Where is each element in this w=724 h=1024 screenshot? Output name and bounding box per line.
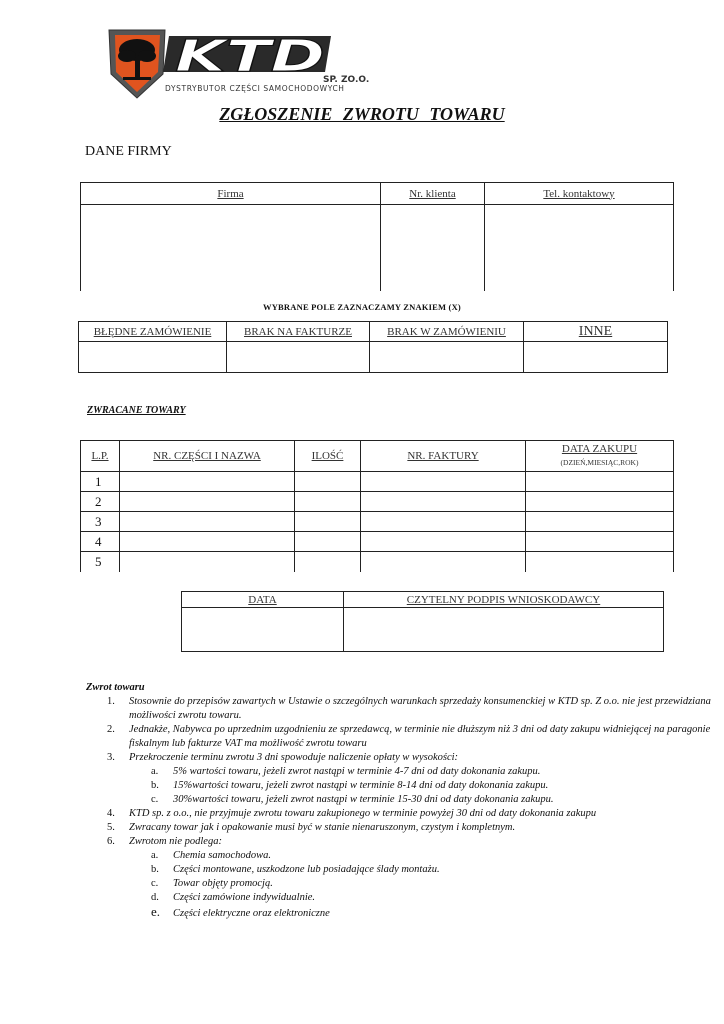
terms-exclusion-item: e. Części elektryczne oraz elektroniczne <box>151 904 330 919</box>
goods-part-field[interactable] <box>120 552 295 572</box>
goods-qty-field[interactable] <box>295 552 361 572</box>
logo-tagline: DYSTRYBUTOR CZĘŚCI SAMOCHODOWYCH <box>165 84 345 93</box>
goods-part-field[interactable] <box>120 512 295 532</box>
goods-header-date: DATA ZAKUPU (DZIEŃ,MIESIĄC,ROK) <box>526 441 674 472</box>
company-header-client-nr: Nr. klienta <box>381 183 485 205</box>
company-table <box>80 182 674 291</box>
goods-qty-field[interactable] <box>295 492 361 512</box>
signature-date-field[interactable] <box>182 608 344 652</box>
page-title: ZGŁOSZENIE ZWROTU TOWARU <box>219 104 505 124</box>
terms-item: 5. Zwracany towar jak i opakowanie musi być w stanie nienaruszonym, czystym i kompletnym. <box>107 822 516 833</box>
goods-date-field[interactable] <box>526 512 674 532</box>
goods-date-field[interactable] <box>526 492 674 512</box>
company-header-firma: Firma <box>81 183 381 205</box>
goods-invoice-field[interactable] <box>361 532 526 552</box>
terms-item: 4. KTD sp. z o.o., nie przyjmuje zwrotu towaru zakupionego w terminie powyżej 30 dni od daty dokonania zakupu <box>107 808 597 819</box>
terms-item: 2. Jednakże, Nabywca po uprzednim uzgodnieniu ze sprzedawcą, w terminie nie dłuższym niż 3 dni od daty zakupu widniejącej na paragonie fiskalnym lub fakturze VAT ma możliwość zwrotu towaru <box>107 724 711 749</box>
client-nr-field[interactable] <box>381 205 485 291</box>
goods-date-field[interactable] <box>526 552 674 572</box>
goods-qty-field[interactable] <box>295 532 361 552</box>
logo-brand: KTD <box>175 31 325 82</box>
terms-item: 1. Stosownie do przepisów zawartych w Ustawie o szczególnych warunkach sprzedaży konsumenckiej w KTD sp. Z o.o. nie jest przewidziana możliwości zwrotu towaru. <box>107 696 711 721</box>
reason-other: INNE <box>524 322 668 342</box>
terms-item: 3. Przekroczenie terminu zwrotu 3 dni spowoduje naliczenie opłaty w wysokości: <box>107 752 459 763</box>
signature-table <box>181 591 664 652</box>
company-header-phone: Tel. kontaktowy <box>485 183 674 205</box>
goods-qty-field[interactable] <box>295 472 361 492</box>
ktd-logo <box>103 28 393 100</box>
terms-fee-item: a. 5% wartości towaru, jeżeli zwrot nastąpi w terminie 4-7 dni od daty dokonania zakupu. <box>151 766 541 777</box>
logo-suffix: SP. ZO.O. <box>323 75 370 85</box>
terms-exclusion-item: a. Chemia samochodowa. <box>151 850 271 861</box>
reason-missing-order-checkbox[interactable] <box>370 342 524 373</box>
return-terms <box>86 681 716 921</box>
selection-note: WYBRANE POLE ZAZNACZAMY ZNAKIEM (X) <box>263 302 461 312</box>
reason-other-checkbox[interactable] <box>524 342 668 373</box>
goods-header-lp: L.P. <box>81 441 120 472</box>
signature-header-sign: CZYTELNY PODPIS WNIOSKODAWCY <box>344 592 664 608</box>
goods-row-number: 3 <box>81 512 120 532</box>
goods-part-field[interactable] <box>120 532 295 552</box>
goods-qty-field[interactable] <box>295 512 361 532</box>
goods-part-field[interactable] <box>120 472 295 492</box>
goods-invoice-field[interactable] <box>361 552 526 572</box>
goods-header-part: NR. CZĘŚCI I NAZWA <box>120 441 295 472</box>
company-name-field[interactable] <box>81 205 381 291</box>
goods-header-qty: ILOŚĆ <box>295 441 361 472</box>
terms-fee-item: b. 15%wartości towaru, jeżeli zwrot nastąpi w terminie 8-14 dni od daty dokonania zakupu. <box>151 780 549 791</box>
company-section-label: DANE FIRMY <box>85 144 172 159</box>
signature-sign-field[interactable] <box>344 608 664 652</box>
returned-goods-table <box>80 440 674 572</box>
reasons-table <box>78 321 668 373</box>
reason-wrong-order: BŁĘDNE ZAMÓWIENIE <box>79 322 227 342</box>
terms-item: 6. Zwrotom nie podlega: <box>107 836 222 847</box>
goods-date-field[interactable] <box>526 472 674 492</box>
phone-field[interactable] <box>485 205 674 291</box>
reason-wrong-order-checkbox[interactable] <box>79 342 227 373</box>
terms-heading: Zwrot towaru <box>86 682 145 693</box>
terms-exclusion-item: b. Części montowane, uszkodzone lub posiadające ślady montażu. <box>151 864 440 875</box>
goods-row-number: 4 <box>81 532 120 552</box>
terms-exclusion-item: d. Części zamówione indywidualnie. <box>151 892 316 903</box>
goods-invoice-field[interactable] <box>361 492 526 512</box>
reason-missing-order: BRAK W ZAMÓWIENIU <box>370 322 524 342</box>
reason-missing-invoice: BRAK NA FAKTURZE <box>227 322 370 342</box>
goods-header-invoice: NR. FAKTURY <box>361 441 526 472</box>
returned-goods-label: ZWRACANE TOWARY <box>87 405 186 416</box>
goods-row-number: 5 <box>81 552 120 572</box>
goods-row-number: 1 <box>81 472 120 492</box>
goods-date-field[interactable] <box>526 532 674 552</box>
goods-invoice-field[interactable] <box>361 472 526 492</box>
signature-header-date: DATA <box>182 592 344 608</box>
goods-row-number: 2 <box>81 492 120 512</box>
reason-missing-invoice-checkbox[interactable] <box>227 342 370 373</box>
terms-fee-item: c. 30%wartości towaru, jeżeli zwrot nastąpi w terminie 15-30 dni od daty dokonania zakupu. <box>151 794 554 805</box>
goods-part-field[interactable] <box>120 492 295 512</box>
goods-invoice-field[interactable] <box>361 512 526 532</box>
terms-exclusion-item: c. Towar objęty promocją. <box>151 878 273 889</box>
